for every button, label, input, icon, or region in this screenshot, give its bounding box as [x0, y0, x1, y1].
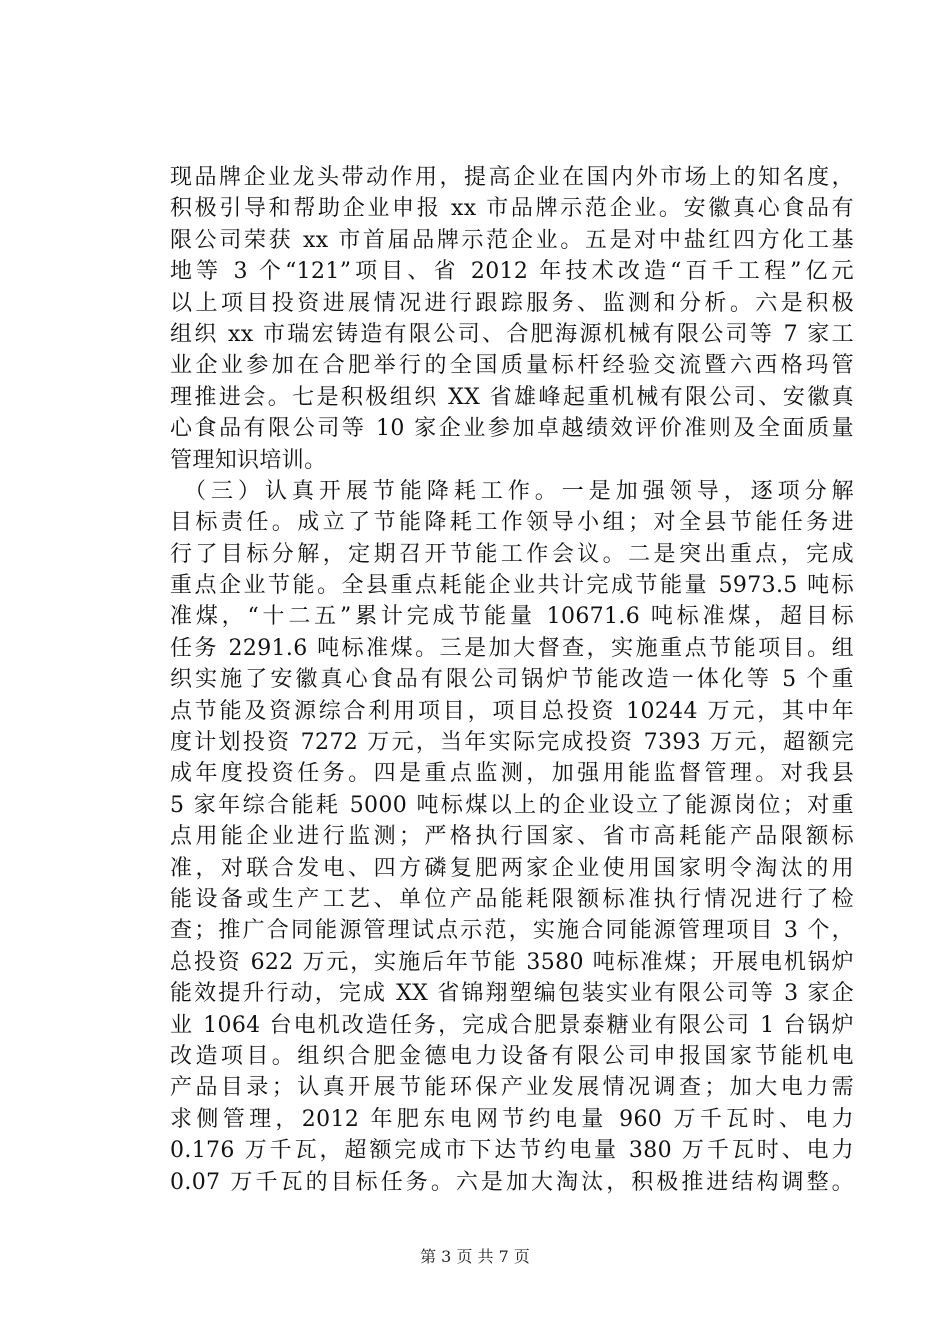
text-line: 准煤，“十二五”累计完成节能量 10671.6 吨标准煤，超目标 — [170, 604, 854, 630]
text-line: 现品牌企业龙头带动作用，提高企业在国内外市场上的知名度， — [170, 165, 854, 190]
text-line: 理推进会。七是积极组织 XX 省雄峰起重机械有限公司、安徽真 — [170, 384, 854, 410]
text-line: 0.176 万千瓦，超额完成市下达节约电量 380 万千瓦时、电力 — [170, 1138, 854, 1164]
text-line: 目标责任。成立了节能降耗工作领导小组；对全县节能任务进 — [170, 510, 854, 536]
text-line: 任务 2291.6 吨标准煤。三是加大督查，实施重点节能项目。组 — [170, 635, 854, 661]
section-heading-line: （三）认真开展节能降耗工作。一是加强领导，逐项分解 — [184, 478, 854, 504]
text-line: 查；推广合同能源管理试点示范，实施合同能源管理项目 3 个， — [170, 918, 854, 944]
text-line: 准，对联合发电、四方磷复肥两家企业使用国家明令淘汰的用 — [170, 855, 854, 881]
text-line: 0.07 万千瓦的目标任务。六是加大淘汰，积极推进结构调整。 — [170, 1169, 854, 1195]
text-line: 业企业参加在合肥举行的全国质量标杆经验交流暨六西格玛管 — [170, 353, 854, 379]
text-line: 成年度投资任务。四是重点监测，加强用能监督管理。对我县 — [170, 761, 854, 787]
text-line: 5 家年综合能耗 5000 吨标煤以上的企业设立了能源岗位；对重 — [170, 792, 854, 818]
text-line: 心食品有限公司等 10 家企业参加卓越绩效评价准则及全面质量 — [170, 416, 854, 442]
text-line: 业 1064 台电机改造任务，完成合肥景泰糖业有限公司 1 台锅炉 — [170, 1012, 854, 1038]
text-line: 能效提升行动，完成 XX 省锦翔塑编包装实业有限公司等 3 家企 — [170, 981, 854, 1007]
text-line: 限公司荣获 xx 市首届品牌示范企业。五是对中盐红四方化工基 — [170, 227, 854, 253]
text-line: 地等 3 个“121”项目、省 2012 年技术改造“百千工程”亿元 — [170, 259, 854, 285]
text-line: 点节能及资源综合利用项目，项目总投资 10244 万元，其中年 — [170, 698, 854, 724]
text-line: 管理知识培训。 — [170, 447, 327, 473]
text-line: 能设备或生产工艺、单位产品能耗限额标准执行情况进行了检 — [170, 886, 854, 912]
text-line: 产品目录；认真开展节能环保产业发展情况调查；加大电力需 — [170, 1075, 854, 1101]
text-line: 行了目标分解，定期召开节能工作会议。二是突出重点，完成 — [170, 541, 854, 567]
text-line: 度计划投资 7272 万元，当年实际完成投资 7393 万元，超额完 — [170, 730, 854, 756]
text-line: 积极引导和帮助企业申报 xx 市品牌示范企业。安徽真心食品有 — [170, 196, 854, 222]
page-number-footer: 第 3 页 共 7 页 — [420, 1247, 530, 1266]
text-line: 求侧管理，2012 年肥东电网节约电量 960 万千瓦时、电力 — [170, 1106, 854, 1132]
text-line: 织实施了安徽真心食品有限公司锅炉节能改造一体化等 5 个重 — [170, 667, 854, 693]
text-line: 总投资 622 万元，实施后年节能 3580 吨标准煤；开展电机锅炉 — [170, 949, 854, 975]
text-line: 以上项目投资进展情况进行跟踪服务、监测和分析。六是积极 — [170, 290, 854, 316]
text-line: 重点企业节能。全县重点耗能企业共计完成节能量 5973.5 吨标 — [170, 573, 854, 599]
text-line: 组织 xx 市瑞宏铸造有限公司、合肥海源机械有限公司等 7 家工 — [170, 321, 854, 347]
text-line: 改造项目。组织合肥金德电力设备有限公司申报国家节能机电 — [170, 1043, 854, 1069]
document-body — [170, 162, 854, 1198]
text-line: 点用能企业进行监测；严格执行国家、省市高耗能产品限额标 — [170, 824, 854, 850]
